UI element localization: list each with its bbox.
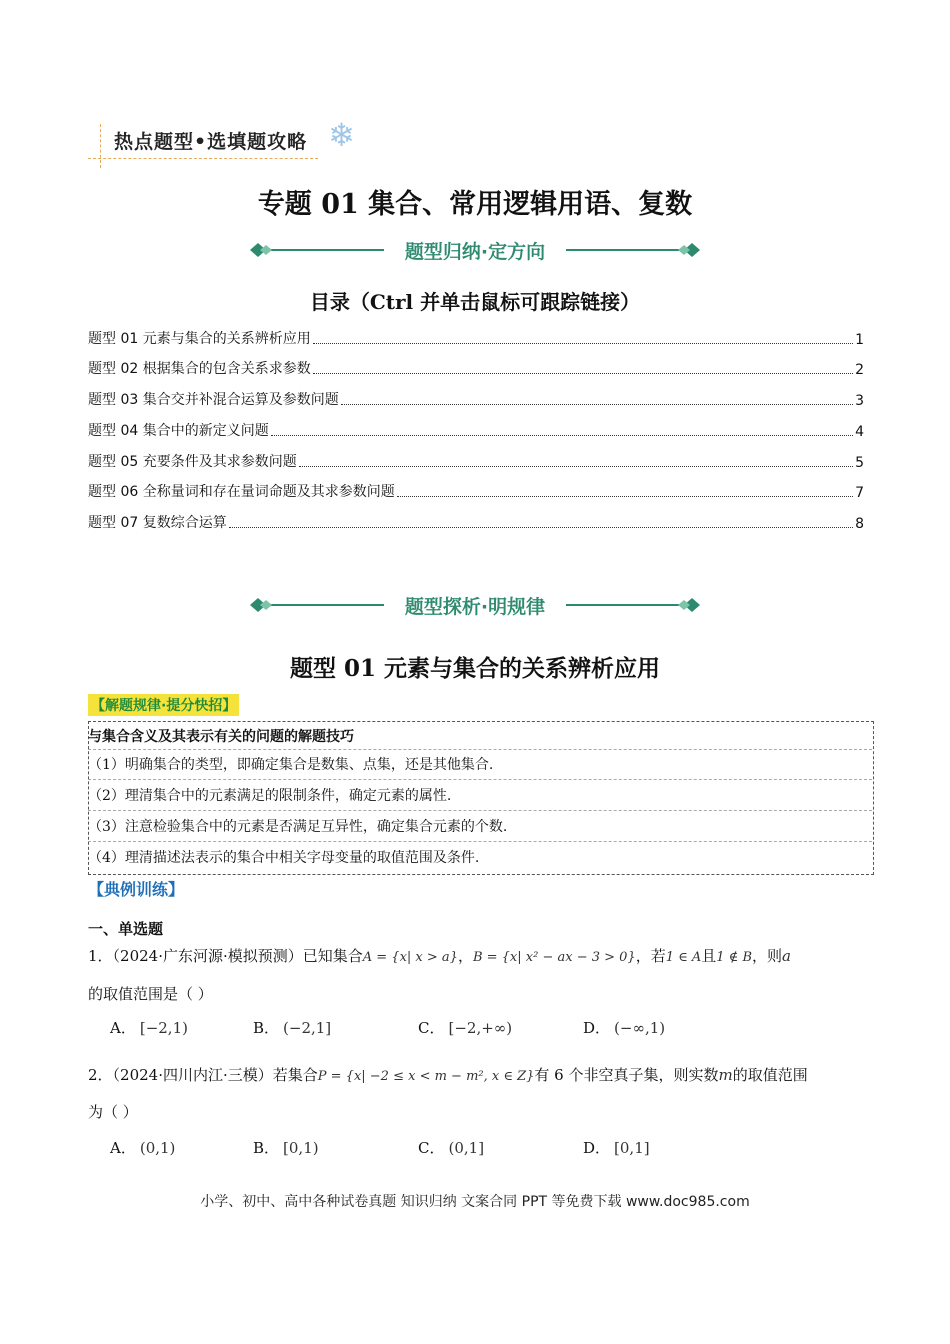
question-2-prefix: 2．（2024·四川内江·三模）若集合 <box>88 1066 318 1084</box>
q1-option-a[interactable] <box>110 1017 188 1038</box>
toc-item[interactable] <box>88 418 864 440</box>
toc-item-label[interactable]: 题型 04 集合中的新定义问题 <box>88 423 269 439</box>
condition-2: 1 ∉ B <box>716 950 752 965</box>
toc-item-page: 7 <box>855 485 864 501</box>
toc-item-page: 8 <box>855 516 864 532</box>
toc-item-page: 4 <box>855 424 864 440</box>
toc-item[interactable] <box>88 449 864 471</box>
page-title: 专题 01 集合、常用逻辑用语、复数 <box>257 189 693 220</box>
toc-leader-dots <box>229 527 853 528</box>
option-letter: D． <box>583 1019 611 1037</box>
toc-item-label[interactable]: 题型 03 集合交并补混合运算及参数问题 <box>88 392 339 408</box>
q2-option-a[interactable] <box>110 1137 175 1158</box>
toc-item[interactable] <box>88 326 864 348</box>
toc-leader-dots <box>397 496 853 497</box>
divider-label: 题型归纳·定方向 <box>404 241 546 263</box>
option-letter: A． <box>110 1139 136 1157</box>
question-2-suffix: 的取值范围 <box>732 1066 808 1084</box>
option-value: (−∞,1) <box>614 1019 666 1037</box>
section-divider-summary <box>246 236 704 264</box>
option-value: [0,1] <box>614 1139 650 1157</box>
question-1-and: 且 <box>701 947 717 965</box>
toc-leader-dots <box>313 343 853 344</box>
question-1-line1 <box>88 945 791 966</box>
option-value: (0,1] <box>448 1139 485 1157</box>
toc-item-page: 3 <box>855 393 864 409</box>
q2-option-b[interactable] <box>253 1137 319 1158</box>
toc-item-label[interactable]: 题型 05 充要条件及其求参数问题 <box>88 454 297 470</box>
toc-item-label[interactable]: 题型 01 元素与集合的关系辨析应用 <box>88 331 311 347</box>
section-title: 题型 01 元素与集合的关系辨析应用 <box>289 655 661 682</box>
option-value: [−2,+∞) <box>448 1019 513 1037</box>
tip-item: （1）明确集合的类型，即确定集合是数集、点集，还是其他集合. <box>88 757 494 773</box>
question-1-prefix: 1．（2024·广东河源·模拟预测）已知集合 <box>88 947 363 965</box>
option-value: [0,1) <box>283 1139 319 1157</box>
toc-item-label[interactable]: 题型 06 全称量词和存在量词命题及其求参数问题 <box>88 484 395 500</box>
q1-option-c[interactable] <box>418 1017 512 1038</box>
option-letter: C． <box>418 1019 445 1037</box>
toc-item-page: 2 <box>855 362 864 378</box>
tip-item: （3）注意检验集合中的元素是否满足互异性，确定集合元素的个数. <box>88 819 508 835</box>
tips-separator <box>88 749 872 750</box>
banner-decor-line-horizontal <box>88 158 318 159</box>
tip-item: （2）理清集合中的元素满足的限制条件，确定元素的属性. <box>88 788 452 804</box>
option-letter: C． <box>418 1139 445 1157</box>
snowflake-icon: ❄ <box>328 116 355 154</box>
question-2-line2: 为（ ） <box>88 1103 138 1121</box>
question-1-separator: ， <box>457 947 473 965</box>
option-value: (0,1) <box>139 1139 176 1157</box>
tips-separator <box>88 779 872 780</box>
tips-heading: 与集合含义及其表示有关的问题的解题技巧 <box>88 729 354 745</box>
toc-item-label[interactable]: 题型 07 复数综合运算 <box>88 515 227 531</box>
variable-a: a <box>782 947 791 965</box>
option-value: (−2,1] <box>283 1019 332 1037</box>
option-letter: D． <box>583 1139 611 1157</box>
question-2-line1 <box>88 1064 808 1085</box>
option-letter: B． <box>253 1139 280 1157</box>
question-1-mid: ，若 <box>635 947 666 965</box>
banner-decor-line-vertical <box>100 124 101 168</box>
toc-leader-dots <box>299 466 853 467</box>
tips-tag: 【解题规律·提分快招】 <box>88 694 239 716</box>
set-b-expression: B = {x| x² − ax − 3 > 0} <box>472 950 636 965</box>
tip-item: （4）理清描述法表示的集合中相关字母变量的取值范围及条件. <box>88 850 480 866</box>
toc-leader-dots <box>341 404 853 405</box>
toc-item-label[interactable]: 题型 02 根据集合的包含关系求参数 <box>88 361 311 377</box>
question-1-line2: 的取值范围是（ ） <box>88 985 213 1003</box>
option-letter: A． <box>110 1019 136 1037</box>
page-footer[interactable]: 小学、初中、高中各种试卷真题 知识归纳 文案合同 PPT 等免费下载 www.doc985.com <box>200 1194 750 1210</box>
question-2-mid: 有 6 个非空真子集，则实数 <box>534 1066 719 1084</box>
option-letter: B． <box>253 1019 280 1037</box>
toc-leader-dots <box>313 373 853 374</box>
tips-separator <box>88 810 872 811</box>
tips-separator <box>88 841 872 842</box>
banner-title: 热点题型•选填题攻略 <box>114 131 308 153</box>
training-tag: 【典例训练】 <box>88 880 185 899</box>
q2-option-d[interactable] <box>583 1137 650 1158</box>
set-p-expression: P = {x| −2 ≤ x < m − m², x ∈ Z} <box>317 1069 535 1084</box>
divider-label: 题型探析·明规律 <box>404 596 546 618</box>
q1-option-d[interactable] <box>583 1017 665 1038</box>
toc-item-page: 5 <box>855 455 864 471</box>
set-a-expression: A = {x| x > a} <box>362 950 458 965</box>
toc-item[interactable] <box>88 510 864 532</box>
toc-title: 目录（Ctrl 并单击鼠标可跟踪链接） <box>309 290 641 314</box>
condition-1: 1 ∈ A <box>665 950 702 965</box>
section-divider-analysis <box>246 591 704 619</box>
option-value: [−2,1) <box>139 1019 188 1037</box>
toc-item[interactable] <box>88 356 864 378</box>
toc-item-page: 1 <box>855 332 864 348</box>
single-choice-heading: 一、单选题 <box>88 920 164 938</box>
q1-option-b[interactable] <box>253 1017 331 1038</box>
question-1-then: ，则 <box>752 947 783 965</box>
toc-item[interactable] <box>88 479 864 501</box>
toc-item[interactable] <box>88 387 864 409</box>
variable-m: m <box>718 1066 733 1084</box>
q2-option-c[interactable] <box>418 1137 484 1158</box>
toc-leader-dots <box>271 435 853 436</box>
